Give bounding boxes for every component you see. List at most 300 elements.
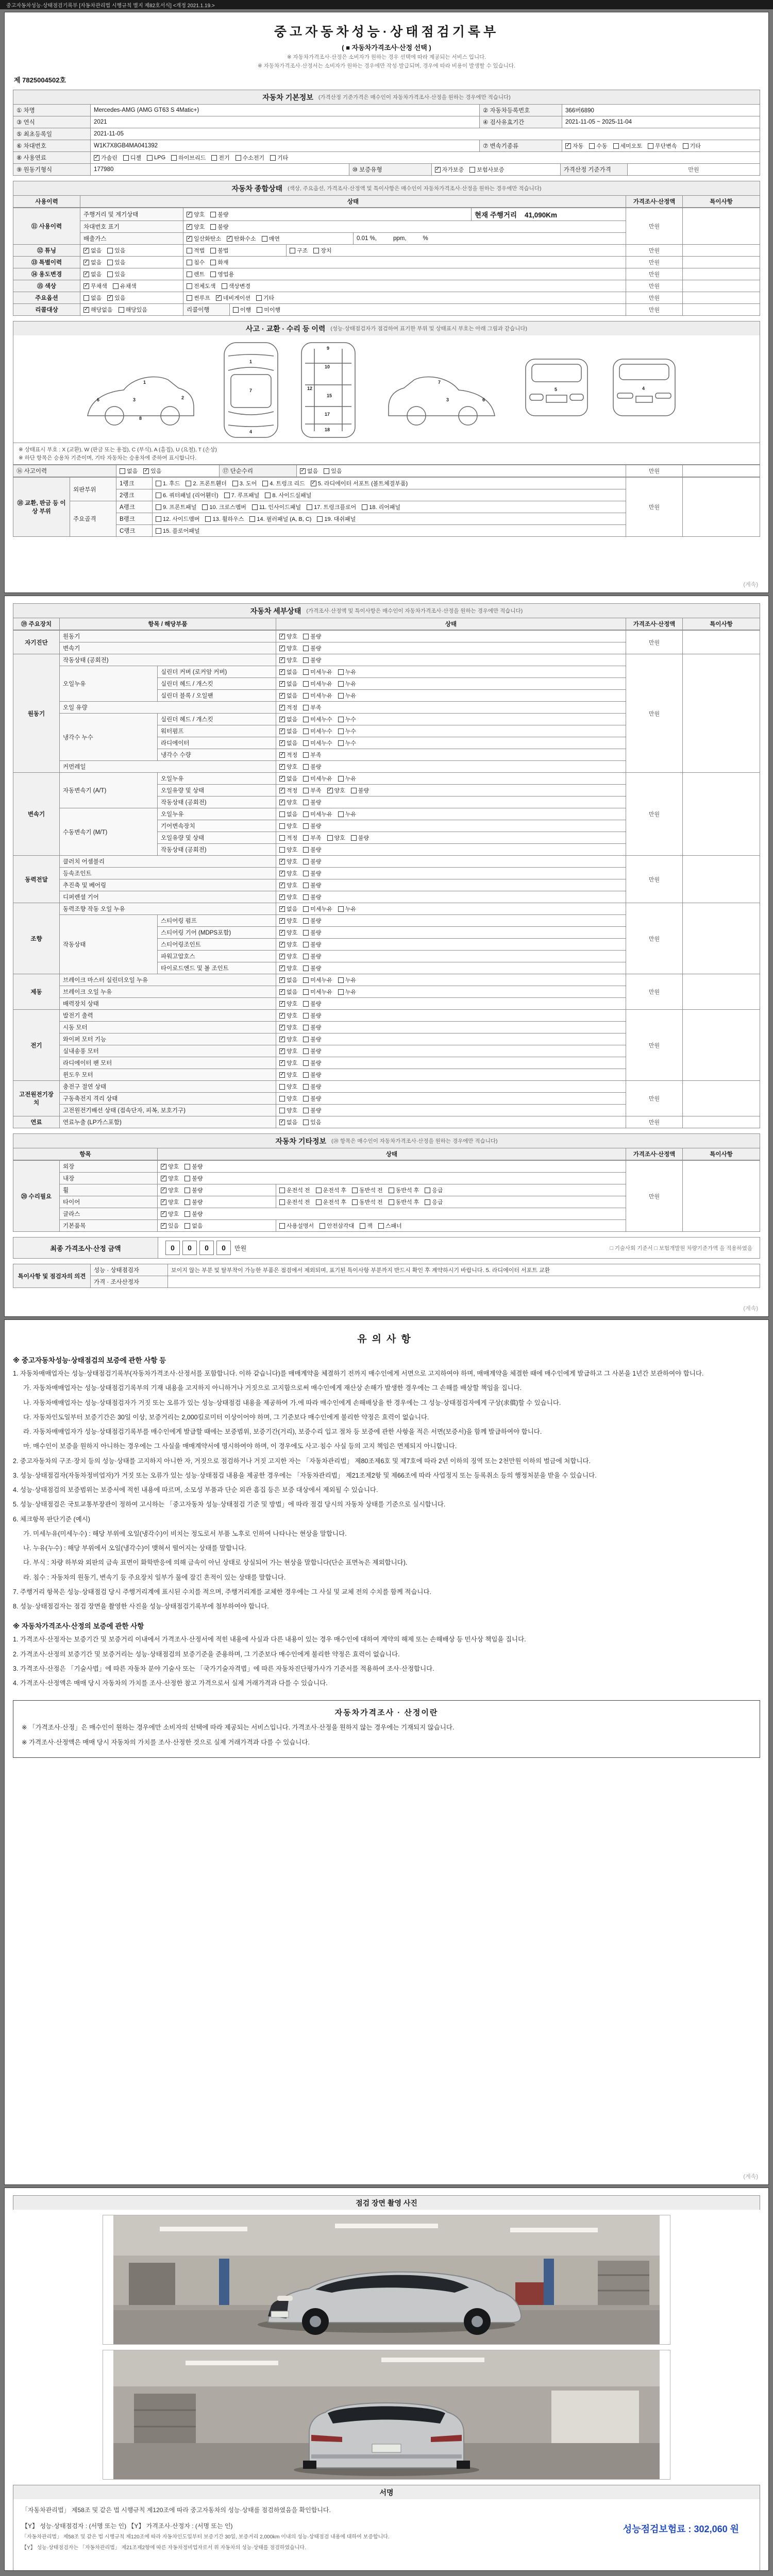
checkbox-option[interactable]: [303, 822, 321, 830]
checkbox-icon[interactable]: [303, 693, 309, 699]
checkbox-icon[interactable]: ✓: [280, 692, 284, 698]
checkbox-icon[interactable]: [303, 646, 309, 651]
checkbox-option[interactable]: [156, 479, 180, 487]
checkbox-option[interactable]: [303, 691, 332, 700]
checkbox-option[interactable]: [83, 258, 102, 266]
checkbox-option[interactable]: [279, 774, 297, 783]
checkbox-option[interactable]: [210, 258, 228, 266]
checkbox-icon[interactable]: [338, 669, 344, 675]
checkbox-icon[interactable]: [187, 295, 192, 301]
checkbox-option[interactable]: [227, 234, 256, 243]
checkbox-option[interactable]: [262, 234, 280, 243]
checkbox-icon[interactable]: [123, 155, 129, 161]
checkbox-icon[interactable]: [303, 717, 309, 722]
checkbox-icon[interactable]: ✓: [280, 858, 284, 864]
checkbox-option[interactable]: [270, 154, 288, 162]
checkbox-icon[interactable]: [187, 260, 192, 265]
checkbox-icon[interactable]: ✓: [280, 787, 284, 793]
checkbox-icon[interactable]: [279, 811, 285, 817]
checkbox-option[interactable]: [303, 644, 321, 652]
checkbox-icon[interactable]: [303, 776, 309, 782]
checkbox-option[interactable]: [303, 656, 321, 664]
checkbox-option[interactable]: [265, 491, 311, 499]
checkbox-icon[interactable]: [317, 516, 323, 522]
checkbox-icon[interactable]: [171, 155, 177, 161]
checkbox-option[interactable]: [156, 491, 219, 499]
checkbox-option[interactable]: [279, 668, 297, 676]
checkbox-option[interactable]: [303, 1071, 321, 1079]
checkbox-icon[interactable]: [425, 1188, 430, 1193]
checkbox-icon[interactable]: [113, 283, 119, 289]
checkbox-icon[interactable]: [186, 481, 191, 486]
checkbox-icon[interactable]: [303, 788, 309, 793]
checkbox-option[interactable]: [187, 223, 205, 231]
checkbox-option[interactable]: [303, 680, 332, 688]
checkbox-icon[interactable]: [351, 788, 357, 793]
checkbox-option[interactable]: [338, 774, 356, 783]
checkbox-icon[interactable]: ✓: [280, 764, 284, 769]
checkbox-option[interactable]: [252, 503, 301, 511]
checkbox-icon[interactable]: [236, 155, 241, 161]
checkbox-option[interactable]: [279, 703, 297, 711]
checkbox-option[interactable]: [202, 503, 246, 511]
checkbox-icon[interactable]: [338, 906, 344, 912]
checkbox-icon[interactable]: ✓: [280, 669, 284, 674]
checkbox-option[interactable]: [360, 1222, 373, 1230]
checkbox-option[interactable]: [279, 1106, 297, 1114]
checkbox-option[interactable]: [279, 656, 297, 664]
checkbox-option[interactable]: [303, 952, 321, 960]
checkbox-option[interactable]: [351, 786, 369, 794]
checkbox-option[interactable]: [279, 644, 297, 652]
checkbox-option[interactable]: [279, 1186, 310, 1194]
checkbox-icon[interactable]: [303, 669, 309, 675]
checkbox-option[interactable]: [303, 715, 332, 723]
checkbox-icon[interactable]: [378, 1223, 384, 1229]
checkbox-option[interactable]: [279, 917, 297, 925]
checkbox-option[interactable]: [210, 270, 234, 278]
checkbox-icon[interactable]: [279, 847, 285, 853]
checkbox-option[interactable]: [324, 467, 342, 475]
checkbox-option[interactable]: [161, 1186, 179, 1194]
checkbox-option[interactable]: [303, 1047, 321, 1055]
checkbox-option[interactable]: [338, 739, 356, 747]
checkbox-icon[interactable]: [303, 954, 309, 959]
checkbox-option[interactable]: [648, 142, 677, 150]
checkbox-icon[interactable]: [338, 811, 344, 817]
checkbox-icon[interactable]: [184, 1211, 190, 1217]
checkbox-icon[interactable]: ✓: [435, 166, 440, 172]
checkbox-option[interactable]: [279, 1222, 314, 1230]
checkbox-option[interactable]: [303, 893, 321, 901]
checkbox-icon[interactable]: [338, 728, 344, 734]
checkbox-icon[interactable]: [303, 989, 309, 995]
checkbox-icon[interactable]: ✓: [84, 307, 89, 312]
checkbox-option[interactable]: [425, 1198, 443, 1206]
checkbox-icon[interactable]: [303, 847, 309, 853]
checkbox-icon[interactable]: ✓: [161, 1175, 166, 1181]
checkbox-option[interactable]: [83, 306, 113, 314]
checkbox-option[interactable]: [279, 952, 297, 960]
checkbox-icon[interactable]: [683, 143, 688, 149]
checkbox-option[interactable]: [565, 142, 583, 150]
checkbox-icon[interactable]: ✓: [187, 211, 192, 217]
checkbox-icon[interactable]: [303, 1013, 309, 1019]
checkbox-icon[interactable]: [307, 504, 312, 510]
checkbox-option[interactable]: [147, 155, 165, 161]
checkbox-option[interactable]: [279, 1023, 297, 1031]
checkbox-icon[interactable]: [184, 1164, 190, 1170]
checkbox-option[interactable]: [303, 999, 321, 1008]
checkbox-icon[interactable]: [303, 977, 309, 983]
checkbox-option[interactable]: [290, 246, 308, 255]
checkbox-option[interactable]: [279, 928, 297, 937]
checkbox-icon[interactable]: ✓: [280, 1119, 284, 1125]
checkbox-option[interactable]: [279, 1059, 297, 1067]
checkbox-option[interactable]: [187, 246, 205, 255]
checkbox-icon[interactable]: [303, 1037, 309, 1042]
checkbox-option[interactable]: [303, 928, 321, 937]
checkbox-option[interactable]: [107, 270, 125, 278]
checkbox-icon[interactable]: ✓: [280, 941, 284, 947]
checkbox-icon[interactable]: ✓: [280, 965, 284, 971]
checkbox-option[interactable]: [279, 680, 297, 688]
checkbox-option[interactable]: [303, 845, 321, 854]
checkbox-icon[interactable]: ✓: [280, 704, 284, 710]
checkbox-icon[interactable]: [351, 835, 357, 841]
checkbox-option[interactable]: [338, 668, 356, 676]
checkbox-option[interactable]: [303, 976, 332, 984]
checkbox-icon[interactable]: [303, 942, 309, 947]
checkbox-icon[interactable]: ✓: [280, 894, 284, 900]
checkbox-option[interactable]: [279, 1035, 297, 1043]
checkbox-option[interactable]: [184, 1198, 203, 1206]
checkbox-icon[interactable]: ✓: [84, 259, 89, 265]
checkbox-icon[interactable]: [210, 272, 216, 277]
checkbox-option[interactable]: [187, 234, 221, 243]
checkbox-icon[interactable]: [210, 212, 216, 217]
checkbox-icon[interactable]: ✓: [280, 716, 284, 722]
checkbox-option[interactable]: [279, 964, 297, 972]
checkbox-option[interactable]: [338, 715, 356, 723]
checkbox-icon[interactable]: ✓: [187, 235, 192, 241]
checkbox-icon[interactable]: [303, 1060, 309, 1066]
checkbox-icon[interactable]: ✓: [327, 787, 332, 793]
checkbox-icon[interactable]: ✓: [84, 271, 89, 277]
checkbox-icon[interactable]: [389, 1188, 394, 1193]
checkbox-icon[interactable]: [279, 1084, 285, 1090]
checkbox-option[interactable]: [279, 905, 297, 913]
checkbox-icon[interactable]: [303, 800, 309, 805]
checkbox-icon[interactable]: [338, 977, 344, 983]
checkbox-icon[interactable]: [262, 481, 268, 486]
checkbox-option[interactable]: [279, 1094, 297, 1103]
checkbox-icon[interactable]: [202, 504, 208, 510]
checkbox-option[interactable]: [303, 964, 321, 972]
checkbox-option[interactable]: [279, 869, 297, 877]
checkbox-option[interactable]: [351, 834, 369, 842]
checkbox-icon[interactable]: ✓: [280, 918, 284, 923]
checkbox-option[interactable]: [279, 739, 297, 747]
checkbox-option[interactable]: [303, 727, 332, 735]
checkbox-icon[interactable]: ✓: [280, 752, 284, 757]
checkbox-option[interactable]: [307, 503, 356, 511]
checkbox-icon[interactable]: ✓: [187, 224, 192, 229]
checkbox-icon[interactable]: ✓: [280, 929, 284, 935]
checkbox-option[interactable]: [257, 306, 280, 314]
checkbox-option[interactable]: [236, 154, 265, 162]
checkbox-option[interactable]: [327, 834, 345, 842]
checkbox-option[interactable]: [113, 282, 137, 290]
checkbox-icon[interactable]: ✓: [280, 728, 284, 734]
checkbox-option[interactable]: [119, 306, 148, 314]
checkbox-option[interactable]: [205, 515, 244, 523]
checkbox-option[interactable]: [313, 246, 331, 255]
checkbox-icon[interactable]: [303, 823, 309, 829]
checkbox-option[interactable]: [120, 467, 138, 475]
checkbox-icon[interactable]: ✓: [161, 1199, 166, 1205]
checkbox-icon[interactable]: ✓: [161, 1163, 166, 1169]
checkbox-icon[interactable]: ✓: [84, 247, 89, 253]
checkbox-icon[interactable]: [187, 283, 192, 289]
checkbox-icon[interactable]: [107, 248, 113, 253]
checkbox-option[interactable]: [279, 893, 297, 901]
checkbox-option[interactable]: [249, 515, 311, 523]
checkbox-icon[interactable]: [338, 989, 344, 995]
checkbox-option[interactable]: [156, 527, 199, 535]
checkbox-icon[interactable]: [362, 504, 367, 510]
checkbox-icon[interactable]: [233, 307, 239, 313]
checkbox-option[interactable]: [303, 1059, 321, 1067]
checkbox-option[interactable]: [469, 165, 504, 174]
checkbox-option[interactable]: [303, 917, 321, 925]
checkbox-icon[interactable]: [184, 1176, 190, 1181]
checkbox-icon[interactable]: [425, 1199, 430, 1205]
checkbox-option[interactable]: [338, 691, 356, 700]
checkbox-option[interactable]: [589, 142, 607, 150]
checkbox-option[interactable]: [303, 762, 321, 771]
checkbox-option[interactable]: [303, 834, 321, 842]
checkbox-option[interactable]: [279, 762, 297, 771]
checkbox-option[interactable]: [279, 834, 297, 842]
checkbox-icon[interactable]: ✓: [280, 1072, 284, 1077]
checkbox-option[interactable]: [279, 976, 297, 984]
checkbox-option[interactable]: [279, 798, 297, 806]
checkbox-option[interactable]: [279, 691, 297, 700]
checkbox-icon[interactable]: [184, 1199, 190, 1205]
checkbox-option[interactable]: [303, 751, 321, 759]
checkbox-icon[interactable]: ✓: [280, 633, 284, 639]
checkbox-icon[interactable]: ✓: [84, 283, 89, 289]
checkbox-option[interactable]: [279, 999, 297, 1008]
checkbox-icon[interactable]: [256, 295, 262, 301]
checkbox-icon[interactable]: [107, 260, 113, 265]
checkbox-option[interactable]: [425, 1186, 443, 1194]
checkbox-option[interactable]: [187, 210, 205, 218]
checkbox-option[interactable]: [279, 1198, 310, 1206]
checkbox-icon[interactable]: [303, 883, 309, 888]
checkbox-option[interactable]: [279, 881, 297, 889]
checkbox-icon[interactable]: ✓: [280, 953, 284, 959]
checkbox-icon[interactable]: [303, 1120, 309, 1125]
final-price-basis[interactable]: □ 기술사회 기준서 □ 보험개발원 차량기준가액 을 적용하였음: [610, 1245, 752, 1251]
checkbox-option[interactable]: [279, 810, 297, 818]
checkbox-option[interactable]: [210, 246, 228, 255]
checkbox-option[interactable]: [303, 905, 332, 913]
checkbox-icon[interactable]: [210, 260, 216, 265]
checkbox-icon[interactable]: ✓: [280, 1001, 284, 1006]
checkbox-icon[interactable]: [589, 143, 595, 149]
checkbox-icon[interactable]: [303, 705, 309, 710]
checkbox-icon[interactable]: [83, 295, 89, 301]
checkbox-option[interactable]: [303, 798, 321, 806]
checkbox-icon[interactable]: [303, 871, 309, 876]
checkbox-option[interactable]: [83, 246, 102, 255]
checkbox-icon[interactable]: ✓: [280, 1012, 284, 1018]
checkbox-icon[interactable]: ✓: [566, 143, 570, 148]
checkbox-icon[interactable]: [303, 752, 309, 758]
checkbox-option[interactable]: [156, 515, 199, 523]
checkbox-option[interactable]: [303, 774, 332, 783]
checkbox-icon[interactable]: [156, 481, 161, 486]
checkbox-icon[interactable]: [249, 516, 255, 522]
checkbox-icon[interactable]: [303, 1048, 309, 1054]
checkbox-icon[interactable]: [232, 481, 238, 486]
checkbox-icon[interactable]: ✓: [280, 799, 284, 805]
checkbox-option[interactable]: [303, 786, 321, 794]
checkbox-option[interactable]: [279, 1118, 297, 1126]
checkbox-icon[interactable]: ✓: [161, 1223, 166, 1228]
checkbox-icon[interactable]: [303, 811, 309, 817]
checkbox-icon[interactable]: [156, 493, 161, 498]
checkbox-option[interactable]: [279, 1071, 297, 1079]
checkbox-option[interactable]: [303, 703, 321, 711]
checkbox-option[interactable]: [389, 1198, 419, 1206]
checkbox-icon[interactable]: [320, 1223, 325, 1229]
checkbox-icon[interactable]: [303, 906, 309, 912]
checkbox-option[interactable]: [303, 739, 332, 747]
checkbox-option[interactable]: [143, 467, 161, 475]
checkbox-icon[interactable]: [313, 248, 319, 253]
checkbox-icon[interactable]: [338, 717, 344, 722]
checkbox-icon[interactable]: [290, 248, 295, 253]
checkbox-option[interactable]: [184, 1222, 203, 1230]
checkbox-option[interactable]: [187, 258, 205, 266]
checkbox-option[interactable]: [107, 258, 125, 266]
checkbox-option[interactable]: [316, 1186, 347, 1194]
checkbox-option[interactable]: [184, 1186, 203, 1194]
checkbox-option[interactable]: [222, 282, 251, 290]
checkbox-icon[interactable]: ✓: [280, 657, 284, 663]
checkbox-option[interactable]: [338, 810, 356, 818]
checkbox-icon[interactable]: ✓: [300, 468, 305, 473]
checkbox-icon[interactable]: [257, 307, 262, 313]
checkbox-icon[interactable]: ✓: [144, 468, 148, 473]
checkbox-option[interactable]: [279, 715, 297, 723]
checkbox-icon[interactable]: [119, 307, 124, 313]
checkbox-icon[interactable]: ✓: [108, 295, 112, 300]
checkbox-option[interactable]: [171, 154, 206, 162]
checkbox-icon[interactable]: [211, 155, 217, 161]
checkbox-icon[interactable]: [338, 776, 344, 782]
checkbox-icon[interactable]: [352, 1199, 358, 1205]
checkbox-icon[interactable]: ✓: [216, 295, 221, 300]
checkbox-icon[interactable]: [303, 859, 309, 865]
checkbox-icon[interactable]: [648, 143, 653, 149]
checkbox-option[interactable]: [303, 1023, 321, 1031]
checkbox-icon[interactable]: [270, 155, 276, 161]
checkbox-icon[interactable]: [279, 1108, 285, 1113]
checkbox-icon[interactable]: ✓: [280, 906, 284, 911]
checkbox-icon[interactable]: [316, 1188, 322, 1193]
checkbox-icon[interactable]: ✓: [280, 977, 284, 982]
checkbox-option[interactable]: [279, 1047, 297, 1055]
checkbox-option[interactable]: [161, 1210, 179, 1218]
checkbox-option[interactable]: [338, 680, 356, 688]
checkbox-option[interactable]: [613, 142, 643, 150]
checkbox-icon[interactable]: ✓: [280, 775, 284, 781]
checkbox-icon[interactable]: [303, 1084, 309, 1090]
checkbox-icon[interactable]: [187, 272, 192, 277]
checkbox-option[interactable]: [161, 1174, 179, 1182]
checkbox-option[interactable]: [279, 845, 297, 854]
checkbox-option[interactable]: [317, 515, 356, 523]
checkbox-icon[interactable]: [156, 504, 161, 510]
checkbox-icon[interactable]: [265, 493, 271, 498]
checkbox-option[interactable]: [123, 154, 141, 162]
checkbox-option[interactable]: [262, 479, 305, 487]
checkbox-option[interactable]: [311, 479, 408, 487]
checkbox-option[interactable]: [279, 632, 297, 640]
checkbox-icon[interactable]: [303, 894, 309, 900]
checkbox-icon[interactable]: [120, 468, 125, 474]
checkbox-icon[interactable]: [205, 516, 211, 522]
checkbox-option[interactable]: [279, 1011, 297, 1020]
checkbox-option[interactable]: [300, 467, 318, 475]
checkbox-option[interactable]: [352, 1186, 383, 1194]
checkbox-icon[interactable]: [187, 248, 192, 253]
checkbox-option[interactable]: [187, 270, 205, 278]
checkbox-option[interactable]: [303, 1011, 321, 1020]
checkbox-option[interactable]: [184, 1162, 203, 1171]
checkbox-option[interactable]: [279, 822, 297, 830]
checkbox-option[interactable]: [107, 246, 125, 255]
checkbox-option[interactable]: [161, 1198, 179, 1206]
checkbox-icon[interactable]: [184, 1223, 190, 1229]
checkbox-option[interactable]: [352, 1198, 383, 1206]
checkbox-option[interactable]: [303, 1094, 321, 1103]
checkbox-option[interactable]: [279, 988, 297, 996]
checkbox-icon[interactable]: [279, 835, 285, 841]
checkbox-option[interactable]: [224, 491, 260, 499]
checkbox-option[interactable]: [279, 727, 297, 735]
checkbox-icon[interactable]: [262, 236, 267, 242]
checkbox-icon[interactable]: [303, 1001, 309, 1007]
checkbox-option[interactable]: [338, 976, 356, 984]
checkbox-icon[interactable]: [222, 283, 227, 289]
checkbox-option[interactable]: [389, 1186, 419, 1194]
checkbox-icon[interactable]: ✓: [280, 645, 284, 651]
checkbox-option[interactable]: [232, 479, 257, 487]
checkbox-icon[interactable]: ✓: [280, 1048, 284, 1054]
checkbox-option[interactable]: [303, 869, 321, 877]
checkbox-icon[interactable]: [303, 634, 309, 639]
checkbox-icon[interactable]: ✓: [227, 235, 232, 241]
checkbox-icon[interactable]: [279, 823, 285, 829]
checkbox-icon[interactable]: [303, 681, 309, 687]
checkbox-icon[interactable]: [360, 1223, 365, 1229]
checkbox-option[interactable]: [279, 940, 297, 948]
